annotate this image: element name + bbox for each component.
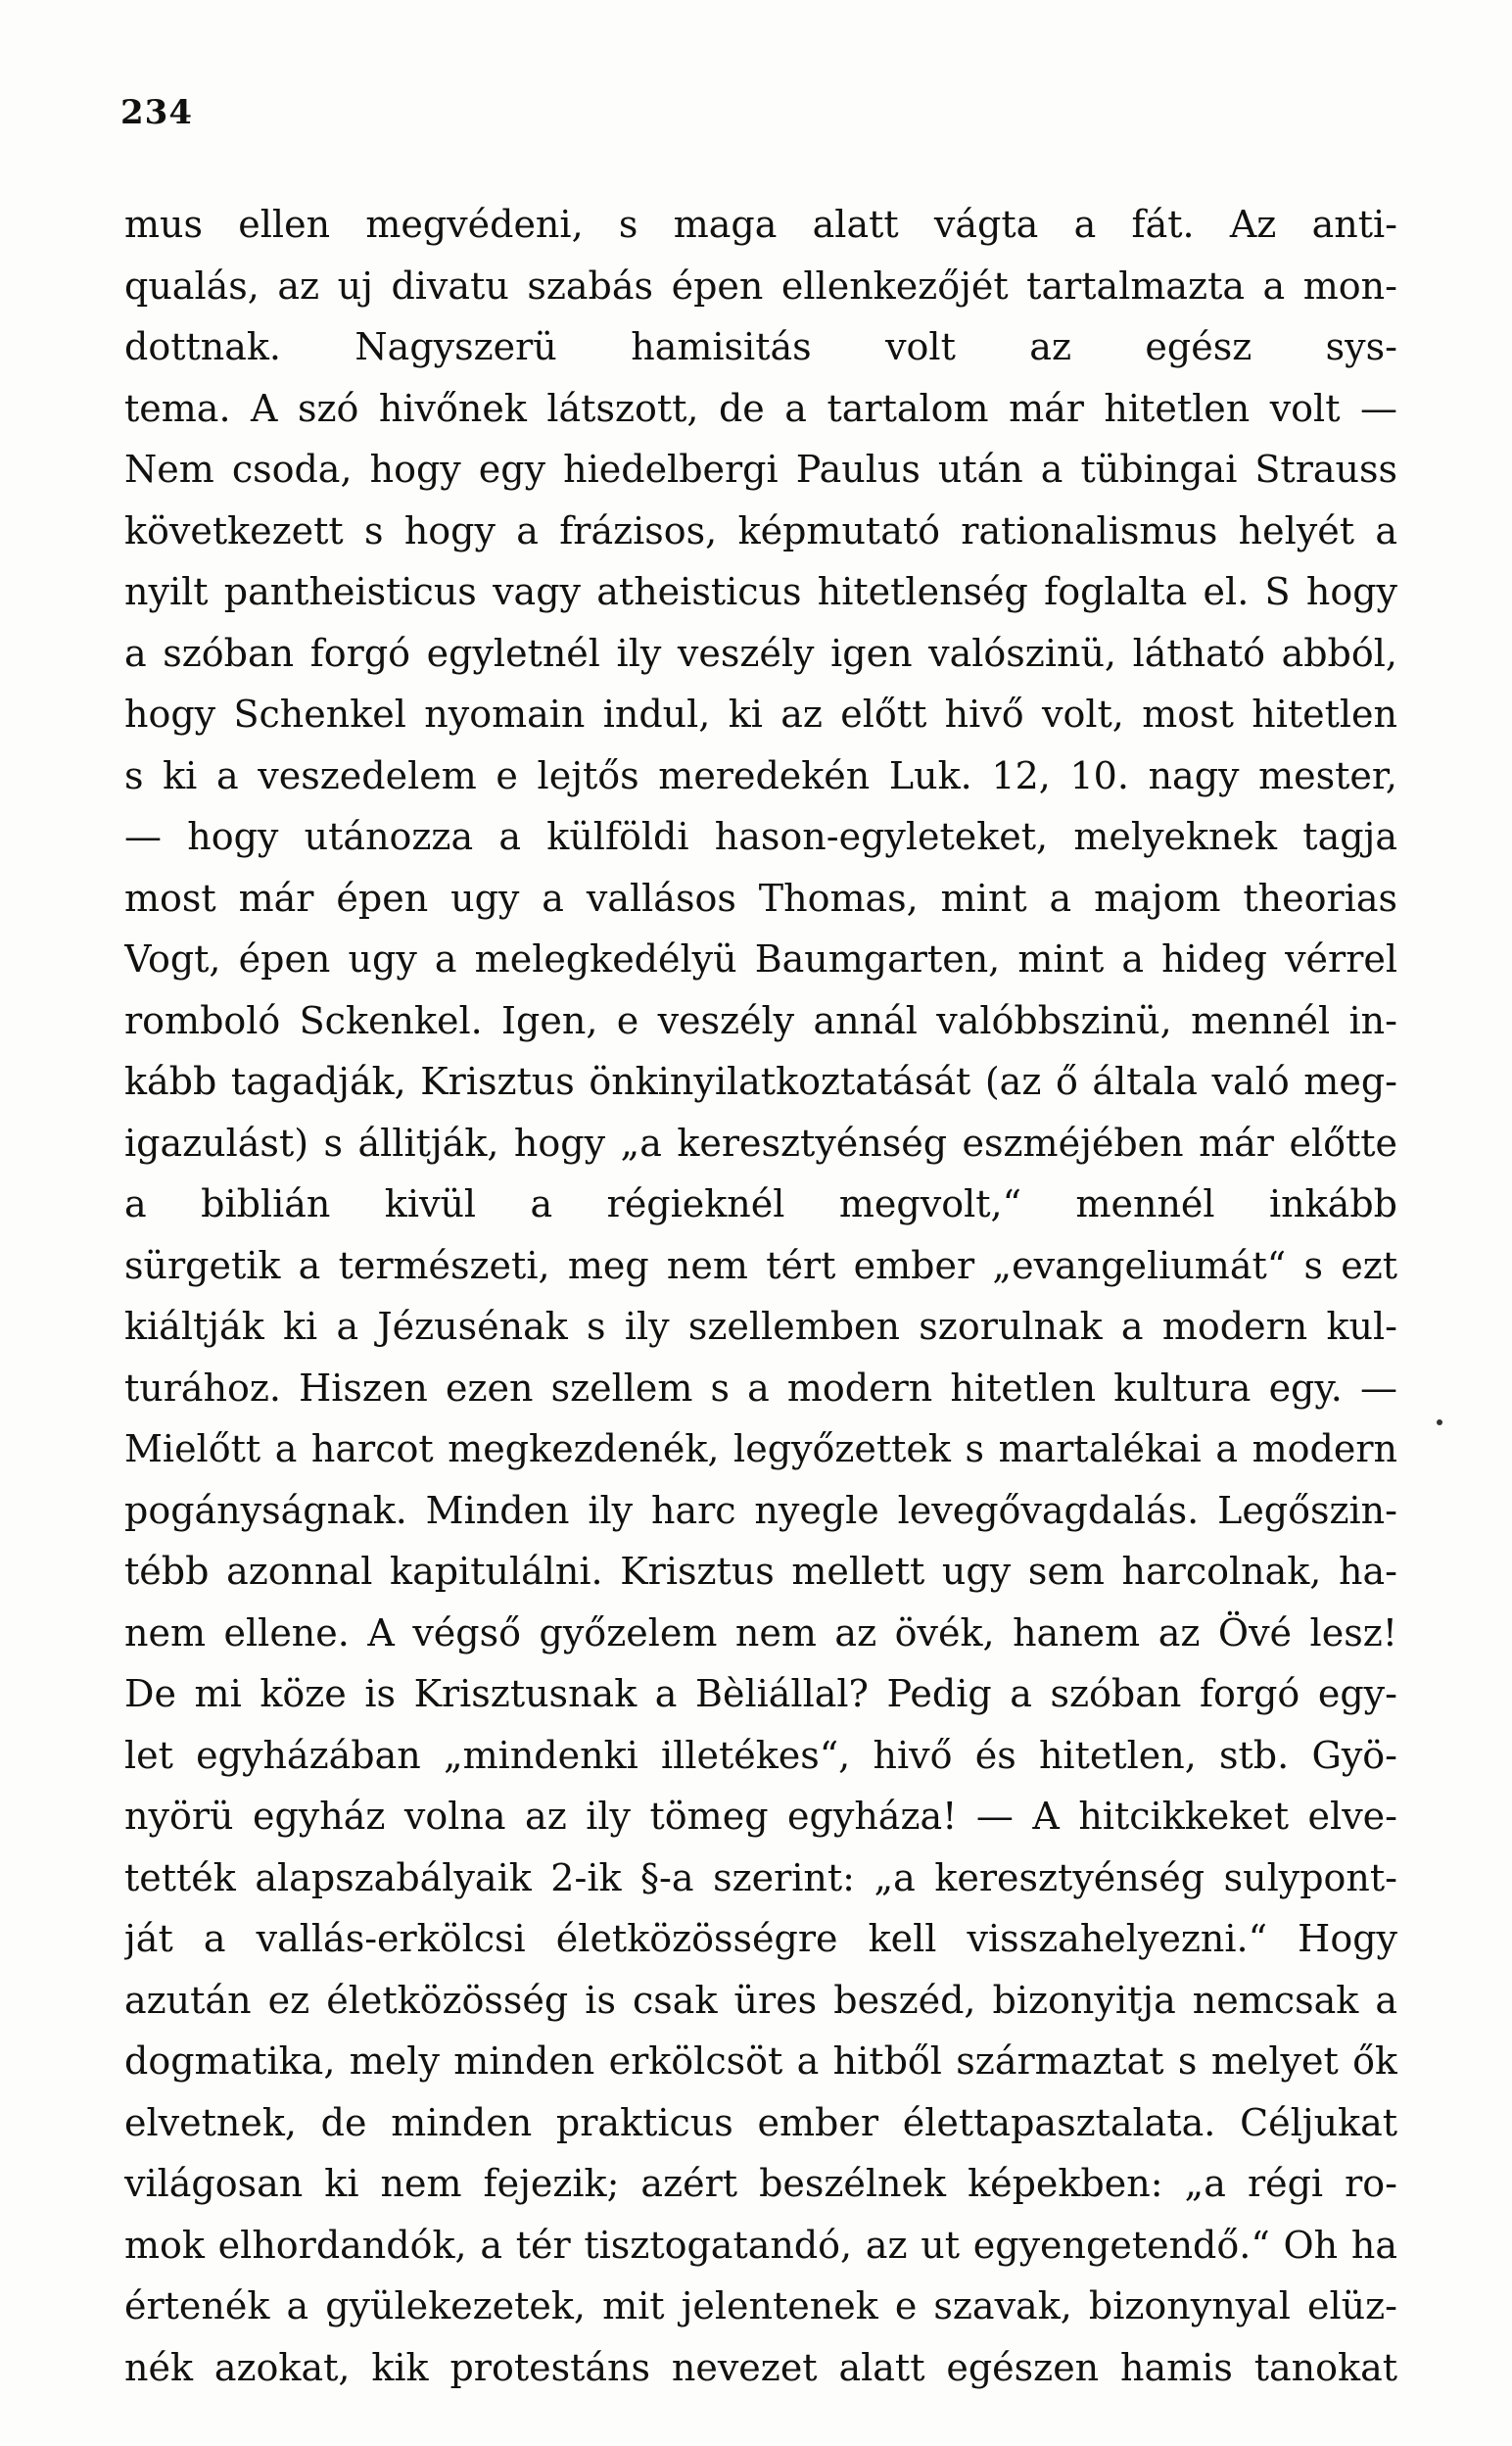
- body-text: [124, 194, 1397, 2398]
- text-line: qualás, az uj divatu szabás épen ellenkezőjét tartalmazta a mon-: [124, 264, 1397, 308]
- text-line: most már épen ugy a vallásos Thomas, mint a majom theorias: [124, 876, 1397, 920]
- text-line: következett s hogy a frázisos, képmutató rationalismus helyét a: [124, 508, 1397, 552]
- text-line: azután ez életközösség is csak üres beszéd, bizonyitja nemcsak a: [124, 1978, 1397, 2022]
- text-line: Vogt, épen ugy a melegkedélyü Baumgarten, mint a hideg vérrel: [124, 937, 1397, 981]
- page-number: 234: [120, 93, 193, 132]
- text-line: romboló Sckenkel. Igen, e veszély annál valóbbszinü, mennél in-: [124, 998, 1397, 1042]
- text-line: sürgetik a természeti, meg nem tért ember „evangeliumát“ s ezt: [124, 1243, 1397, 1287]
- text-line: a szóban forgó egyletnél ily veszély igen valószinü, látható abból,: [124, 631, 1397, 675]
- text-line: világosan ki nem fejezik; azért beszélnek képekben: „a régi ro-: [124, 2162, 1397, 2205]
- text-line: nem ellene. A végső győzelem nem az övék, hanem az Övé lesz!: [124, 1610, 1397, 1655]
- text-line: dogmatika, mely minden erkölcsöt a hitből származtat s melyet ők: [124, 2039, 1397, 2083]
- text-line: kiáltják ki a Jézusénak s ily szellemben szorulnak a modern kul-: [124, 1305, 1397, 1348]
- text-line: nyörü egyház volna az ily tömeg egyháza! — A hitcikkeket elve-: [124, 1795, 1397, 1838]
- text-line: a biblián kivül a régieknél megvolt,“ mennél inkább: [124, 1182, 1397, 1225]
- text-line: ját a vallás-erkölcsi életközösségre kell visszahelyezni.“ Hogy: [124, 1917, 1397, 1960]
- text-line: tették alapszabályaik 2-ik §-a szerint: „a keresztyénség sulypont-: [124, 1855, 1397, 1899]
- text-line: nyilt pantheisticus vagy atheisticus hitetlenség foglalta el. S hogy: [124, 570, 1397, 613]
- text-line: értenék a gyülekezetek, mit jelentenek e szavak, bizonynyal elüz-: [124, 2284, 1397, 2327]
- text-line: — hogy utánozza a külföldi hason-egyleteket, melyeknek tagja: [124, 815, 1397, 858]
- text-line: De mi köze is Krisztusnak a Bèliállal? Pedig a szóban forgó egy-: [124, 1672, 1397, 1715]
- ink-speck: [1437, 1419, 1442, 1425]
- text-line: pogányságnak. Minden ily harc nyegle levegővagdalás. Legőszin-: [124, 1488, 1397, 1532]
- text-line: tébb azonnal kapitulálni. Krisztus mellett ugy sem harcolnak, ha-: [124, 1550, 1397, 1593]
- text-line: elvetnek, de minden prakticus ember élettapasztalata. Céljukat: [124, 2100, 1397, 2144]
- text-line: igazulást) s állitják, hogy „a keresztyénség eszméjében már előtte: [124, 1121, 1397, 1165]
- text-line: mok elhordandók, a tér tisztogatandó, az ut egyengetendő.“ Oh ha: [124, 2223, 1397, 2267]
- text-line: turához. Hiszen ezen szellem s a modern hitetlen kultura egy. —: [124, 1366, 1397, 1410]
- text-line: tema. A szó hivőnek látszott, de a tartalom már hitetlen volt —: [124, 386, 1397, 430]
- text-line: Nem csoda, hogy egy hiedelbergi Paulus után a tübingai Strauss: [124, 448, 1397, 491]
- text-line: dottnak. Nagyszerü hamisitás volt az egész sys-: [124, 325, 1397, 368]
- text-line: nék azokat, kik protestáns nevezet alatt egészen hamis tanokat: [124, 2345, 1397, 2389]
- text-line: let egyházában „mindenki illetékes“, hivő és hitetlen, stb. Gyö-: [124, 1733, 1397, 1777]
- text-line: hogy Schenkel nyomain indul, ki az előtt hivő volt, most hitetlen: [124, 693, 1397, 736]
- text-line: kább tagadják, Krisztus önkinyilatkoztatását (az ő általa való meg-: [124, 1060, 1397, 1103]
- text-line: mus ellen megvédeni, s maga alatt vágta a fát. Az anti-: [124, 203, 1397, 246]
- text-line: Mielőtt a harcot megkezdenék, legyőzettek s martalékai a modern: [124, 1427, 1397, 1470]
- text-line: s ki a veszedelem e lejtős meredekén Luk. 12, 10. nagy mester,: [124, 753, 1397, 797]
